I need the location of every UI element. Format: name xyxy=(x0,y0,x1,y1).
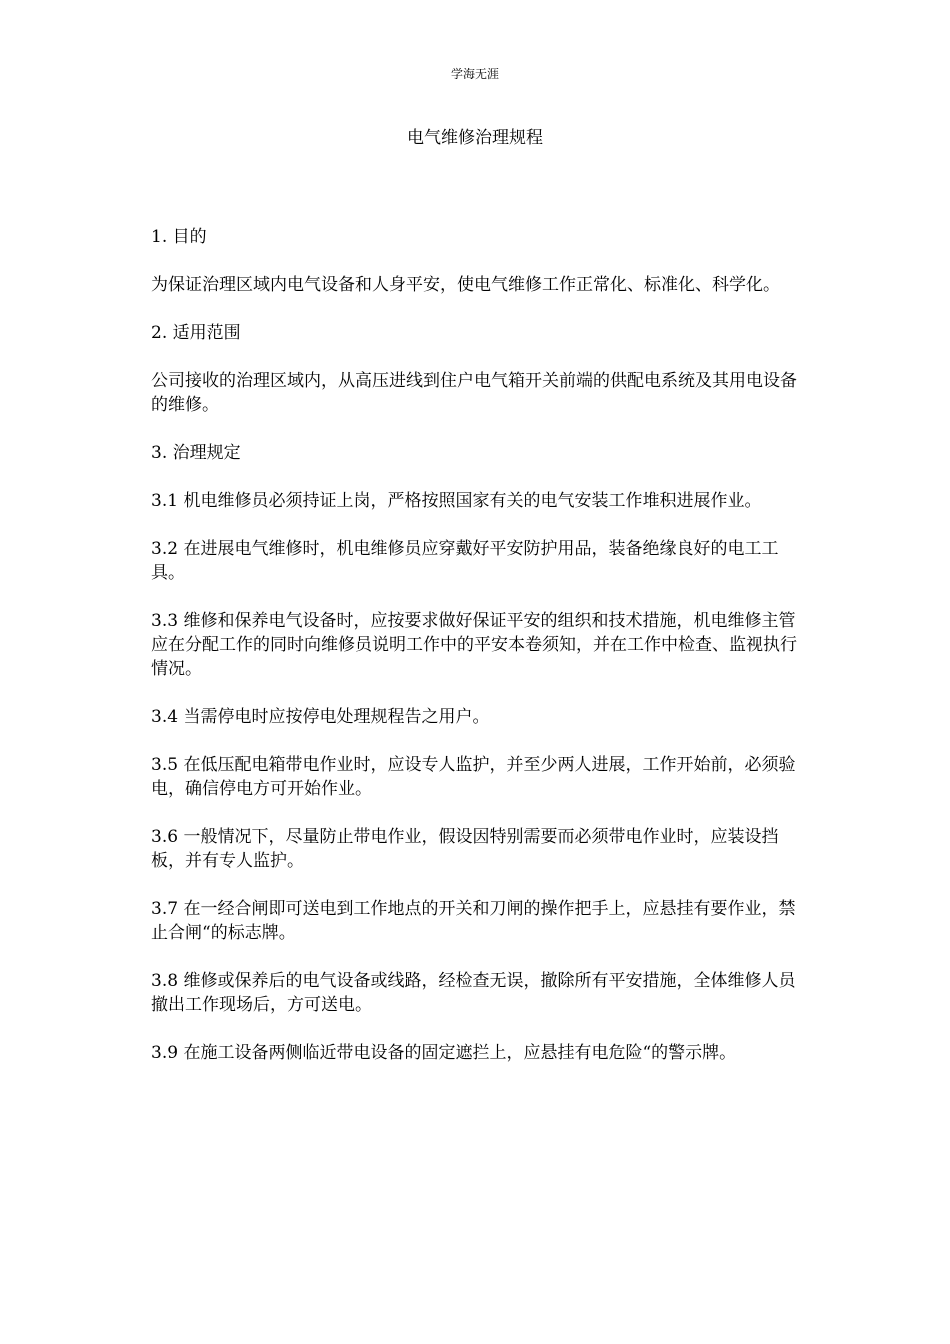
rule-3-3: 3.3 维修和保养电气设备时，应按要求做好保证平安的组织和技术措施，机电维修主管应在分配工作的同时向维修员说明工作中的平安本卷须知，并在工作中检查、监视执行情况。 xyxy=(151,611,797,679)
rule-3-8: 3.8 维修或保养后的电气设备或线路，经检查无误，撤除所有平安措施，全体维修人员撤出工作现场后，方可送电。 xyxy=(151,971,796,1015)
rule-3-7: 3.7 在一经合闸即可送电到工作地点的开关和刀闸的操作把手上，应悬挂有要作业，禁止合闸“的标志牌。 xyxy=(151,899,796,943)
rule-3-2: 3.2 在进展电气维修时，机电维修员应穿戴好平安防护用品，装备绝缘良好的电工工具。 xyxy=(151,539,779,583)
rule-3-9: 3.9 在施工设备两侧临近带电设备的固定遮拦上，应悬挂有电危险“的警示牌。 xyxy=(151,1043,737,1063)
rule-3-6: 3.6 一般情况下，尽量防止带电作业，假设因特别需要而必须带电作业时，应装设挡板，并有专人监护。 xyxy=(151,827,779,871)
rule-3-5: 3.5 在低压配电箱带电作业时，应设专人监护，并至少两人进展，工作开始前，必须验电，确信停电方可开始作业。 xyxy=(151,755,796,799)
rule-3-1: 3.1 机电维修员必须持证上岗，严格按照国家有关的电气安装工作堆积进展作业。 xyxy=(151,491,762,511)
paragraph-purpose: 为保证治理区域内电气设备和人身平安，使电气维修工作正常化、标准化、科学化。 xyxy=(151,275,780,295)
document-title: 电气维修治理规程 xyxy=(407,128,543,148)
document-body xyxy=(151,225,801,1089)
section-heading-rules: 3. 治理规定 xyxy=(151,443,241,463)
rule-3-4: 3.4 当需停电时应按停电处理规程告之用户。 xyxy=(151,707,490,727)
section-heading-scope: 2. 适用范围 xyxy=(151,323,241,343)
paragraph-scope: 公司接收的治理区域内，从高压进线到住户电气箱开关前端的供配电系统及其用电设备的维修。 xyxy=(151,371,797,415)
page-header: 学海无涯 xyxy=(450,67,499,81)
section-heading-purpose: 1. 目的 xyxy=(151,227,207,247)
